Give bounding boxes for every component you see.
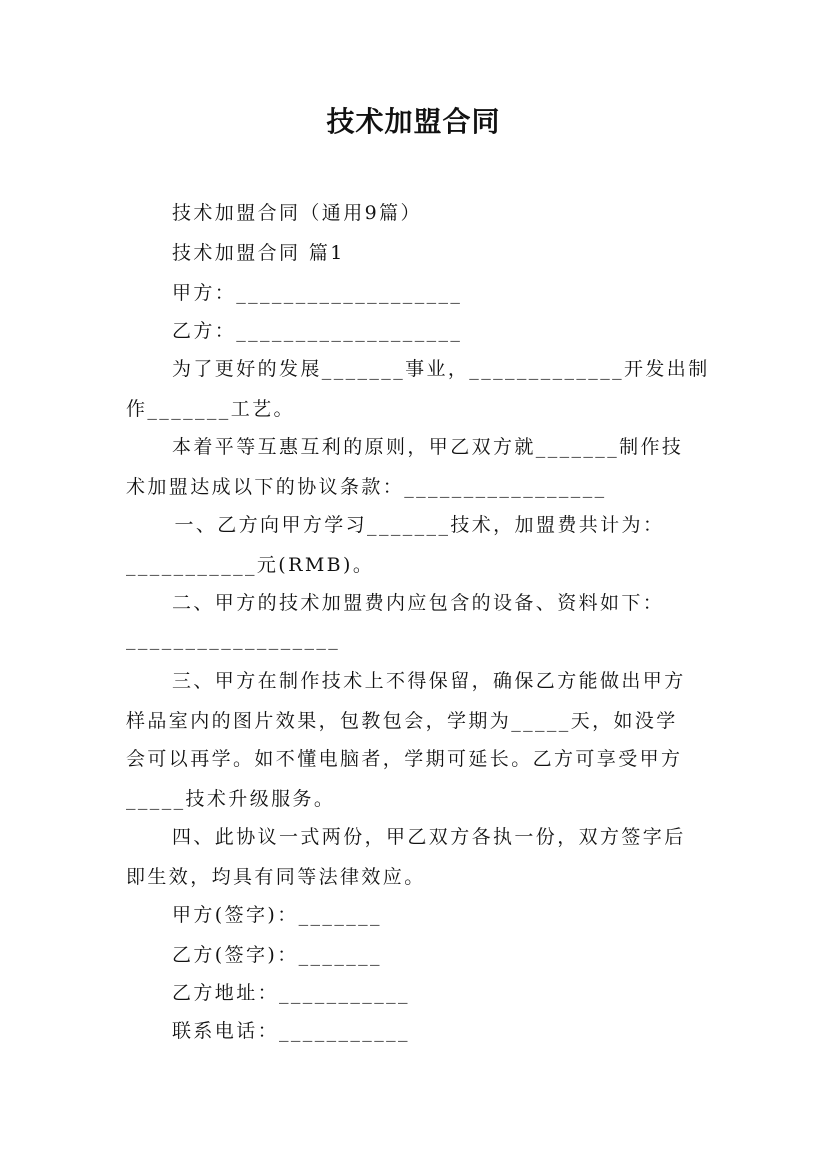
paragraph-line: 为了更好的发展_______事业，_____________开发出制 <box>172 358 710 380</box>
clause-4-line: 即生效，均具有同等法律效应。 <box>126 866 426 888</box>
paragraph-line: 作_______工艺。 <box>126 398 295 420</box>
clause-3-line: 样品室内的图片效果，包教包会，学期为_____天，如没学 <box>126 710 678 732</box>
party-b-address-field: 乙方地址：___________ <box>172 982 410 1004</box>
subtitle-line: 技术加盟合同（通用9篇） <box>172 202 422 224</box>
party-b-signature-field: 乙方(签字)：_______ <box>172 944 382 966</box>
clause-1-line: ___________元(RMB)。 <box>126 554 375 576</box>
party-a-signature-field: 甲方(签字)：_______ <box>172 904 382 926</box>
clause-3-line: _____技术升级服务。 <box>126 788 336 810</box>
paragraph-line: 术加盟达成以下的协议条款：_________________ <box>126 476 607 498</box>
paragraph-line: 本着平等互惠互利的原则，甲乙双方就_______制作技 <box>172 436 684 458</box>
clause-2-line: 二、甲方的技术加盟费内应包含的设备、资料如下： <box>172 592 665 614</box>
clause-3-line: 会可以再学。如不懂电脑者，学期可延长。乙方可享受甲方 <box>126 748 683 770</box>
clause-2-line: __________________ <box>126 628 341 650</box>
contact-phone-field: 联系电话：___________ <box>172 1020 410 1042</box>
section-heading: 技术加盟合同 篇1 <box>172 242 345 264</box>
party-b-field: 乙方：___________________ <box>172 320 463 342</box>
clause-3-line: 三、甲方在制作技术上不得保留，确保乙方能做出甲方 <box>172 670 686 692</box>
party-a-field: 甲方：___________________ <box>172 282 463 304</box>
document-title: 技术加盟合同 <box>326 105 501 138</box>
clause-1-line: 一、乙方向甲方学习_______技术，加盟费共计为： <box>166 514 665 536</box>
clause-4-line: 四、此协议一式两份，甲乙双方各执一份，双方签字后 <box>172 826 686 848</box>
